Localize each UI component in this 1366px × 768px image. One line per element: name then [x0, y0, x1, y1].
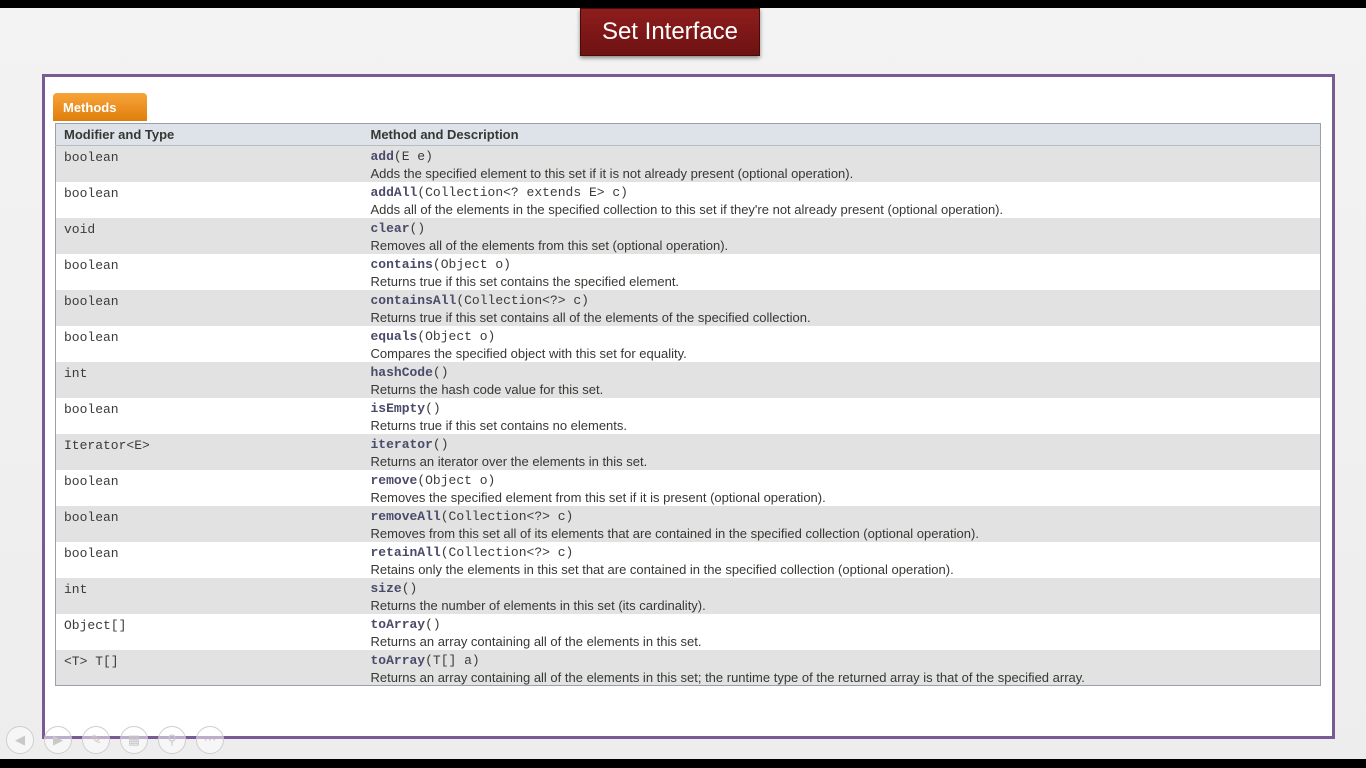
method-params: (Collection<?> c)	[440, 508, 574, 524]
modifier-type: Object[]	[64, 617, 127, 633]
method-signature	[371, 365, 1321, 380]
table-row	[56, 182, 1321, 218]
method-name-link[interactable]: add	[370, 149, 394, 164]
method-name-link[interactable]: size	[370, 580, 402, 596]
method-params: (Collection<?> c)	[440, 544, 574, 560]
method-signature	[371, 329, 1321, 344]
method-params: ()	[401, 580, 418, 596]
method-cell	[363, 434, 1321, 470]
zoom-icon[interactable]: ⚲	[158, 726, 186, 754]
modifier-type: boolean	[64, 473, 119, 489]
modifier-type-cell	[56, 434, 363, 470]
table-row	[56, 434, 1321, 470]
modifier-type-cell	[56, 506, 363, 542]
method-signature	[371, 221, 1321, 236]
method-name-link[interactable]: removeAll	[370, 508, 441, 524]
modifier-type-cell	[56, 614, 363, 650]
method-description: Returns the number of elements in this set (its cardinality).	[370, 597, 706, 613]
modifier-type: boolean	[64, 150, 119, 165]
table-row	[56, 614, 1321, 650]
method-signature	[371, 185, 1321, 200]
modifier-type-cell	[56, 578, 363, 614]
method-description: Removes all of the elements from this set (optional operation).	[370, 237, 729, 253]
method-description: Returns true if this set contains the specified element.	[370, 273, 680, 289]
method-signature	[371, 653, 1321, 668]
method-description: Adds all of the elements in the specified collection to this set if they're not already present (optional operation).	[370, 201, 1004, 217]
method-signature	[371, 257, 1321, 272]
table-row	[56, 290, 1321, 326]
method-params: (Object o)	[432, 256, 511, 272]
modifier-type-cell	[56, 182, 363, 218]
method-name-link[interactable]: contains	[370, 256, 433, 272]
method-params: ()	[432, 364, 449, 380]
modifier-type: boolean	[64, 401, 119, 417]
method-cell	[363, 614, 1321, 650]
method-name-link[interactable]: isEmpty	[370, 400, 426, 416]
modifier-type-cell	[56, 146, 363, 182]
modifier-type-cell	[56, 290, 363, 326]
method-name-link[interactable]: toArray	[370, 652, 426, 668]
method-cell	[363, 362, 1321, 398]
method-description: Compares the specified object with this set for equality.	[370, 345, 687, 361]
method-params: ()	[425, 616, 441, 632]
method-description: Returns an array containing all of the elements in this set.	[370, 633, 702, 649]
next-icon[interactable]: ▶	[44, 726, 72, 754]
method-params: (Object o)	[417, 472, 496, 488]
method-signature	[371, 437, 1321, 452]
method-signature	[371, 293, 1321, 308]
method-params: (Collection<? extends E> c)	[417, 184, 628, 200]
method-params: ()	[409, 220, 426, 236]
method-signature	[371, 149, 1321, 164]
method-cell	[363, 254, 1321, 290]
modifier-type: void	[64, 221, 96, 237]
modifier-type-cell	[56, 254, 363, 290]
modifier-type-cell	[56, 650, 363, 686]
header-modifier-type: Modifier and Type	[56, 124, 363, 146]
modifier-type: boolean	[64, 329, 119, 345]
table-row	[56, 254, 1321, 290]
header-method-description: Method and Description	[363, 124, 1321, 146]
methods-tab[interactable]: Methods	[53, 93, 147, 121]
method-name-link[interactable]: containsAll	[370, 292, 457, 308]
method-description: Retains only the elements in this set that are contained in the specified collection (optional operation).	[370, 561, 954, 577]
method-cell	[363, 146, 1321, 182]
table-row	[56, 578, 1321, 614]
modifier-type-cell	[56, 470, 363, 506]
method-cell	[363, 470, 1321, 506]
method-description: Returns an iterator over the elements in this set.	[370, 453, 648, 469]
methods-table	[55, 123, 1321, 686]
method-name-link[interactable]: toArray	[370, 616, 426, 632]
table-row	[56, 146, 1321, 182]
method-description: Returns true if this set contains no elements.	[370, 417, 628, 433]
method-signature	[371, 509, 1321, 524]
modifier-type: boolean	[64, 257, 119, 273]
method-description: Returns true if this set contains all of the elements of the specified collection.	[370, 309, 811, 325]
method-cell	[363, 290, 1321, 326]
modifier-type: boolean	[64, 185, 119, 201]
method-description: Removes from this set all of its elements that are contained in the specified collection (optional operation).	[370, 525, 979, 541]
modifier-type-cell	[56, 218, 363, 254]
modifier-type: <T> T[]	[64, 653, 119, 669]
method-params: ()	[425, 400, 441, 416]
table-row	[56, 218, 1321, 254]
method-params: (Object o)	[417, 328, 496, 344]
slide	[0, 8, 1366, 759]
more-icon[interactable]: ⋯	[196, 726, 224, 754]
method-cell	[363, 578, 1321, 614]
modifier-type: boolean	[64, 545, 119, 561]
method-name-link[interactable]: retainAll	[370, 544, 441, 560]
method-description: Removes the specified element from this set if it is present (optional operation).	[370, 489, 826, 505]
modifier-type: int	[64, 581, 88, 597]
method-cell	[363, 506, 1321, 542]
modifier-type: boolean	[64, 293, 119, 309]
method-name-link[interactable]: addAll	[370, 184, 418, 200]
method-cell	[363, 218, 1321, 254]
table-row	[56, 398, 1321, 434]
method-name-link[interactable]: iterator	[370, 436, 433, 452]
method-description: Returns an array containing all of the elements in this set; the runtime type of the returned array is that of the specified array.	[370, 669, 1085, 685]
method-cell	[363, 542, 1321, 578]
method-cell	[363, 398, 1321, 434]
modifier-type-cell	[56, 542, 363, 578]
method-name-link[interactable]: remove	[370, 472, 418, 488]
method-cell	[363, 182, 1321, 218]
method-name-link[interactable]: clear	[370, 220, 410, 236]
modifier-type-cell	[56, 398, 363, 434]
method-signature	[371, 401, 1321, 416]
table-row	[56, 506, 1321, 542]
method-name-link[interactable]: equals	[370, 328, 418, 344]
methods-frame	[42, 74, 1335, 739]
method-signature	[371, 617, 1321, 632]
slide-title: Set Interface	[580, 8, 760, 56]
modifier-type-cell	[56, 362, 363, 398]
table-row	[56, 650, 1321, 686]
method-name-link[interactable]: hashCode	[370, 364, 433, 380]
slides-icon[interactable]: ▦	[120, 726, 148, 754]
method-signature	[371, 545, 1321, 560]
method-signature	[371, 473, 1321, 488]
method-params: (E e)	[393, 149, 433, 164]
table-row	[56, 542, 1321, 578]
modifier-type: Iterator<E>	[64, 437, 150, 453]
method-signature	[371, 581, 1321, 596]
modifier-type: int	[64, 365, 88, 381]
table-row	[56, 470, 1321, 506]
method-cell	[363, 650, 1321, 686]
method-cell	[363, 326, 1321, 362]
method-params: ()	[432, 436, 449, 452]
method-description: Adds the specified element to this set if it is not already present (optional operation).	[370, 166, 854, 181]
method-params: (T[] a)	[425, 652, 480, 668]
method-params: (Collection<?> c)	[456, 292, 589, 308]
previous-icon[interactable]: ◀	[6, 726, 34, 754]
pen-icon[interactable]: ✎	[82, 726, 110, 754]
method-description: Returns the hash code value for this set.	[370, 381, 604, 397]
modifier-type: boolean	[64, 509, 119, 525]
table-header-row	[56, 124, 1321, 146]
table-row	[56, 326, 1321, 362]
modifier-type-cell	[56, 326, 363, 362]
table-row	[56, 362, 1321, 398]
